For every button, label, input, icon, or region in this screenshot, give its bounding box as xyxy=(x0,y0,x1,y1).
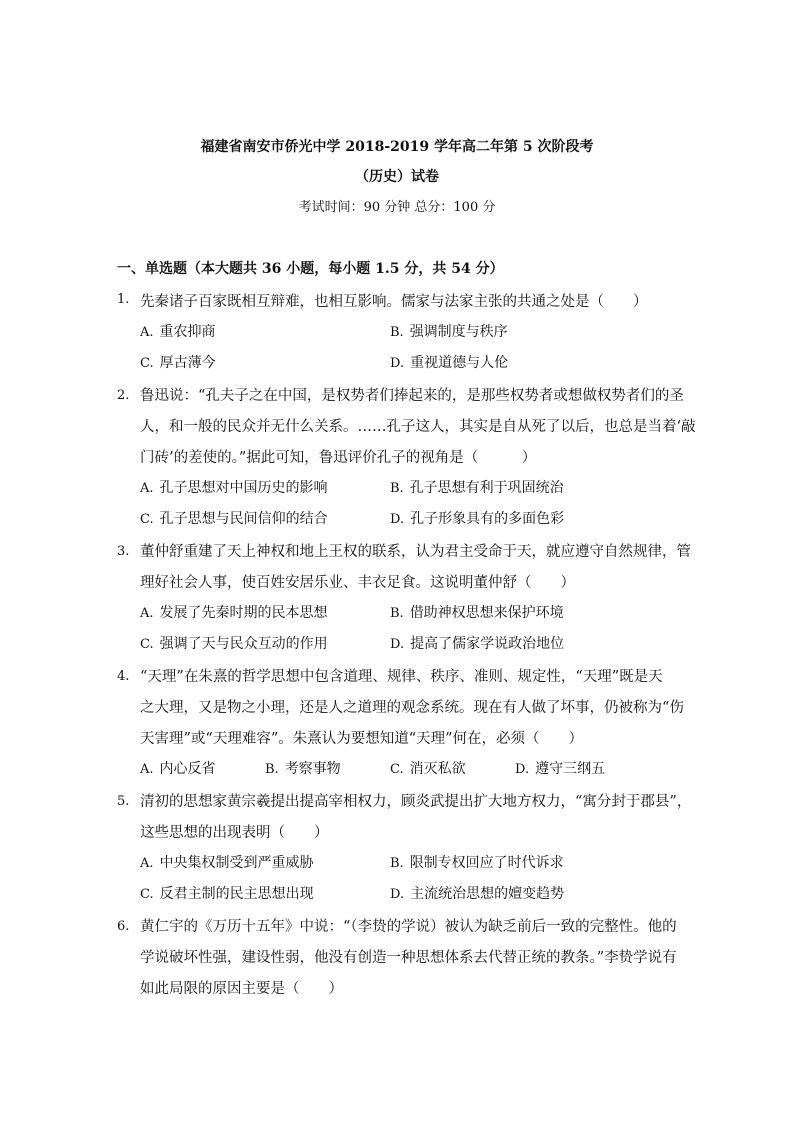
question-text: 人，和一般的民众并无什么关系。……孔子这人，其实是自从死了以后，也总是当着‘敲 xyxy=(140,419,696,435)
question-text: 学说破坏性强，建设性弱，他没有创造一种思想体系去代替正统的教条。”李贽学说有 xyxy=(140,950,677,966)
option-letter: D. xyxy=(515,762,530,777)
option-text: 孔子思想有利于巩固统治 xyxy=(409,480,564,496)
option-text: 限制专权回应了时代诉求 xyxy=(409,855,564,871)
option-a xyxy=(140,602,328,622)
question-text: 先秦诸子百家既相互辩难，也相互影响。儒家与法家主张的共通之处是（ ） xyxy=(140,294,648,310)
option-text: 强调了天与民众互动的作用 xyxy=(159,636,328,652)
option-letter: D. xyxy=(390,356,405,371)
option-d xyxy=(390,508,564,528)
option-text: 内心反省 xyxy=(159,761,216,777)
option-c xyxy=(140,883,314,903)
option-text: 遵守三纲五 xyxy=(535,761,606,777)
question-number: 1. xyxy=(117,292,130,307)
question-text: 理好社会人事，使百姓安居乐业、丰衣足食。这说明董仲舒（ ） xyxy=(140,575,575,591)
section-heading: 一、单选题（本大题共 36 小题，每小题 1.5 分，共 54 分） xyxy=(117,261,504,277)
question-text: 这些思想的出现表明（ ） xyxy=(140,825,329,841)
option-text: 中央集权制受到严重威胁 xyxy=(159,855,314,871)
option-c xyxy=(140,352,216,372)
question-number: 2. xyxy=(117,388,130,403)
option-letter: B. xyxy=(390,481,404,496)
option-text: 反君主制的民主思想出现 xyxy=(159,886,314,902)
option-b xyxy=(390,321,508,341)
option-text: 借助神权思想来保护环境 xyxy=(409,605,564,621)
option-letter: B. xyxy=(390,856,404,871)
question-text: 如此局限的原因主要是（ ） xyxy=(140,981,343,997)
option-text: 消灭私欲 xyxy=(409,761,466,777)
option-b xyxy=(390,602,564,622)
option-text: 提高了儒家学说政治地位 xyxy=(410,636,565,652)
question-number: 4. xyxy=(117,669,130,684)
option-text: 重视道德与人伦 xyxy=(410,355,509,371)
option-d xyxy=(390,633,564,653)
option-text: 孔子思想对中国历史的影响 xyxy=(159,480,328,496)
option-letter: A. xyxy=(140,856,154,871)
option-letter: C. xyxy=(140,512,154,527)
option-c xyxy=(140,508,328,528)
option-letter: C. xyxy=(390,762,404,777)
option-a xyxy=(140,477,328,497)
question-number: 5. xyxy=(117,794,130,809)
option-d xyxy=(390,883,564,903)
option-text: 厚古薄今 xyxy=(159,355,216,371)
question-text: 之大理，又是物之小理，还是人之道理的观念系统。现在有人做了坏事，仍被称为“伤 xyxy=(140,700,684,716)
option-text: 主流统治思想的嬗变趋势 xyxy=(410,886,565,902)
exam-title: 福建省南安市侨光中学 2018-2019 学年高二年第 5 次阶段考 xyxy=(200,139,594,155)
option-letter: C. xyxy=(140,637,154,652)
option-b xyxy=(390,477,564,497)
option-d xyxy=(390,352,508,372)
question-text: 黄仁宇的《万历十五年》中说：“（李贽的学说）被认为缺乏前后一致的完整性。他的 xyxy=(140,919,677,935)
option-text: 发展了先秦时期的民本思想 xyxy=(159,605,328,621)
question-text: 门砖’的差使的。”据此可知，鲁迅评价孔子的视角是（ ） xyxy=(140,450,537,466)
option-letter: B. xyxy=(390,606,404,621)
question-text: 董仲舒重建了天上神权和地上王权的联系，认为君主受命于天，就应遵守自然规律，管 xyxy=(140,544,691,560)
option-d xyxy=(515,758,605,778)
option-a xyxy=(140,758,216,778)
question-text: 清初的思想家黄宗羲提出提高宰相权力，顾炎武提出扩大地方权力，“寓分封于郡县”， xyxy=(140,794,692,810)
option-letter: C. xyxy=(140,356,154,371)
option-a xyxy=(140,321,216,341)
option-letter: C. xyxy=(140,887,154,902)
option-text: 重农抑商 xyxy=(159,324,216,340)
option-letter: B. xyxy=(265,762,279,777)
option-letter: B. xyxy=(390,325,404,340)
option-text: 强调制度与秩序 xyxy=(409,324,508,340)
question-text: 天害理”或“天理难容”。朱熹认为要想知道“天理”何在，必须（ ） xyxy=(140,731,584,747)
option-text: 考察事物 xyxy=(284,761,341,777)
option-c xyxy=(140,633,328,653)
question-text: 鲁迅说：“孔夫子之在中国，是权势者们捧起来的，是那些权势者或想做权势者们的圣 xyxy=(140,388,684,404)
option-letter: D. xyxy=(390,637,405,652)
option-letter: A. xyxy=(140,606,154,621)
question-number: 6. xyxy=(117,919,130,934)
option-letter: A. xyxy=(140,762,154,777)
option-letter: D. xyxy=(390,887,405,902)
exam-meta: 考试时间：90 分钟 总分：100 分 xyxy=(298,200,496,215)
option-a xyxy=(140,852,314,872)
option-text: 孔子形象具有的多面色彩 xyxy=(410,511,565,527)
option-letter: A. xyxy=(140,481,154,496)
option-b xyxy=(265,758,341,778)
option-letter: A. xyxy=(140,325,154,340)
question-number: 3. xyxy=(117,544,130,559)
option-b xyxy=(390,852,564,872)
exam-subtitle: （历史）试卷 xyxy=(355,169,439,185)
option-letter: D. xyxy=(390,512,405,527)
option-text: 孔子思想与民间信仰的结合 xyxy=(159,511,328,527)
question-text: “天理”在朱熹的哲学思想中包含道理、规律、秩序、准则、规定性，“天理”既是天 xyxy=(140,669,663,685)
option-c xyxy=(390,758,466,778)
